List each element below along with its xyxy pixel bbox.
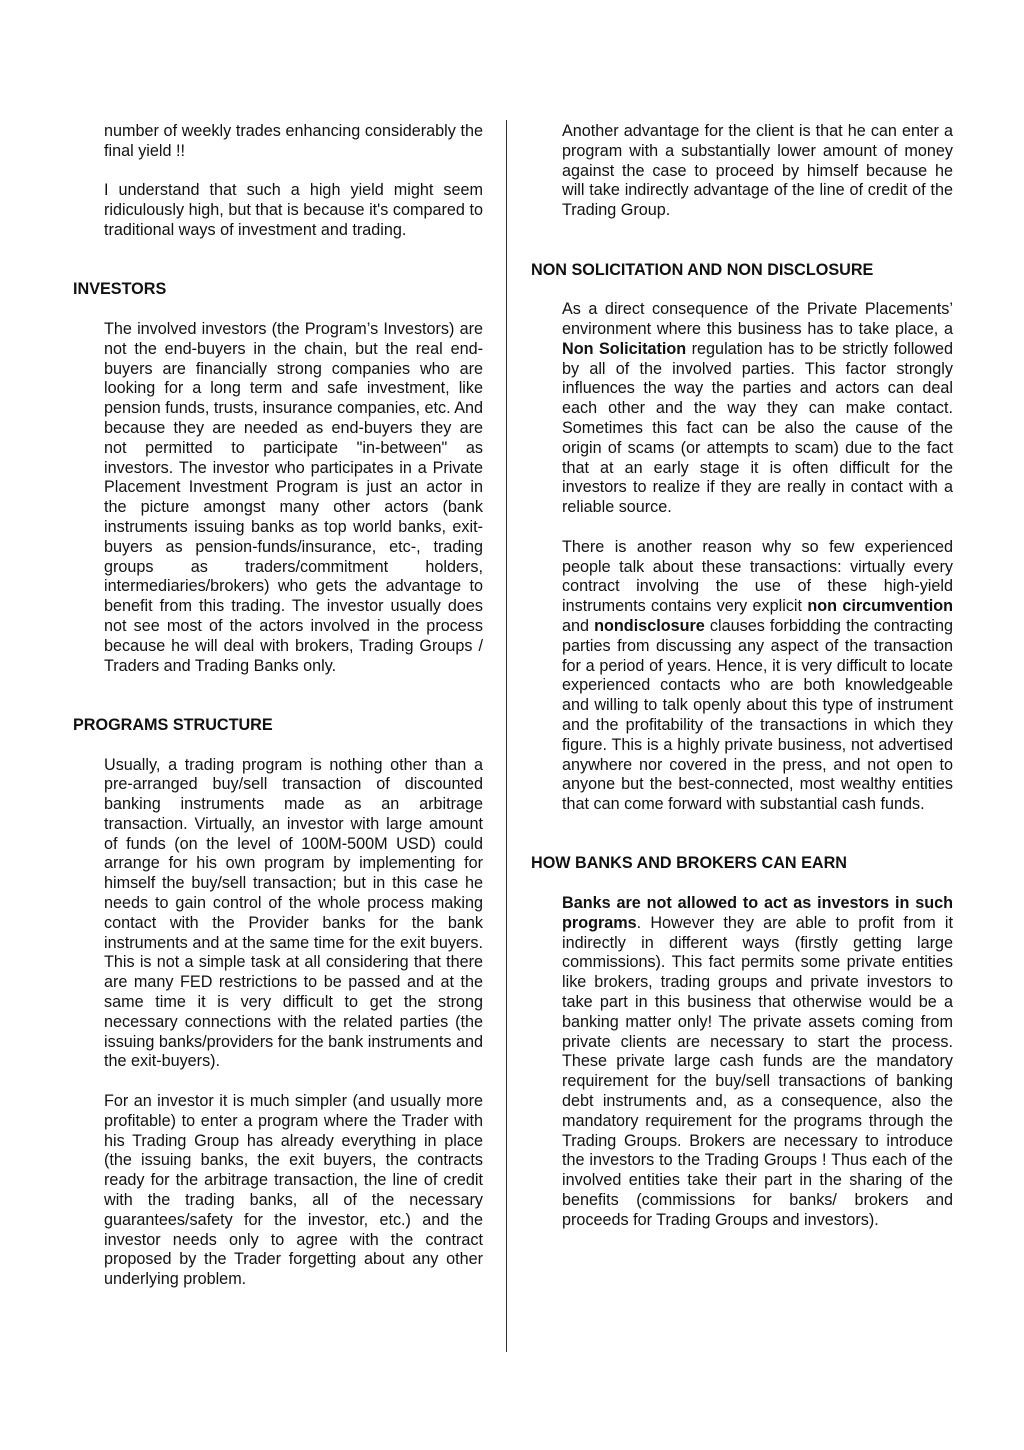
bold-banks-not-allowed: Banks are not allowed to act as investors in such programs: [562, 894, 953, 932]
left-column: [73, 122, 483, 1290]
paragraph-non-solicitation: [531, 300, 953, 518]
heading-banks-brokers: HOW BANKS AND BROKERS CAN EARN: [531, 854, 847, 873]
heading-programs-structure: PROGRAMS STRUCTURE: [73, 715, 273, 734]
column-divider: [506, 120, 507, 1352]
heading-non-solicitation: NON SOLICITATION AND NON DISCLOSURE: [531, 260, 874, 279]
bold-nondisclosure: nondisclosure: [594, 616, 705, 635]
paragraph-another-reason: [531, 538, 953, 815]
paragraph-final-yield: number of weekly trades enhancing considerably the final yield !!: [104, 122, 483, 160]
heading-investors: INVESTORS: [73, 280, 167, 299]
text-span: clauses forbidding the contracting parties from discussing any aspect of the transaction for a period of years. Hence, it is very difficult to locate experienced contacts who are both knowledgeable and willing to talk openly about this type of instrument and the profitability of the transactions in which they figure. This is a highly private business, not advertised anywhere nor covered in the press, and not open to anyone but the best-connected, most wealthy entities that can come forward with substantial cash funds.: [562, 616, 953, 814]
paragraph-programs-structure: Usually, a trading program is nothing other than a pre-arranged buy/sell transaction of discounted banking instruments made as an arbitrage transaction. Virtually, an investor with large amount of funds (on the level of 100M-500M USD) could arrange for his own program by implementing for himself the buy/sell transaction; but in this case he needs to gain control of the whole process making contact with the Provider banks for the bank instruments and at the same time for the exit buyers. This is not a simple task at all considering that there are many FED restrictions to be passed and at the same time it is very difficult to get the strong necessary connections with the related parties (the issuing banks/providers for the bank instruments and the exit-buyers).: [104, 755, 483, 1071]
paragraph-investor-simpler: For an investor it is much simpler (and usually more profitable) to enter a program where the Trader with his Trading Group has already everything in place (the issuing banks, the exit buyers, the contracts ready for the arbitrage transaction, the line of credit with the trading banks, all of the necessary guarantees/safety for the investor, etc.) and the investor needs only to agree with the contract proposed by the Trader forgetting about any other underlying problem.: [104, 1092, 483, 1289]
paragraph-investors: The involved investors (the Program’s Investors) are not the end-buyers in the chain, but the real end-buyers are financially strong companies who are looking for a long term and safe investment, like pension funds, trusts, insurance companies, etc. And because they are needed as end-buyers they are not permitted to participate "in-between" as investors. The investor who participates in a Private Placement Investment Program is just an actor in the picture amongst many other actors (bank instruments issuing banks as top world banks, exit-buyers as pension-funds/insurance, etc-, trading groups as traders/commitment holders, intermediaries/brokers) who gets the advantage to benefit from this trading. The investor usually does not see most of the actors involved in the process because he will deal with brokers, Trading Groups / Traders and Trading Banks only.: [104, 319, 483, 675]
paragraph-high-yield: I understand that such a high yield might seem ridiculously high, but that is because it's compared to traditional ways of investment and trading.: [104, 181, 483, 239]
text-span: . However they are able to profit from it indirectly in different ways (firstly getting large commissions). This fact permits some private entities like brokers, trading groups and private investors to take part in this business that otherwise would be a banking matter only! The private assets coming from private clients are necessary to start the process. These private large cash funds are the mandatory requirement for the buy/sell transactions of banking debt instruments and, as a consequence, also the mandatory requirement for the programs through the Trading Groups. Brokers are necessary to introduce the investors to the Trading Groups ! Thus each of the involved entities take their part in the sharing of the benefits (commissions for banks/ brokers and proceeds for Trading Groups and investors).: [562, 913, 953, 1229]
bold-non-circumvention: non circumvention: [807, 597, 953, 616]
text-span: and: [562, 616, 595, 635]
text-span: There is another reason why so few experienced people talk about these transactions: virtually every contract involving the use of these high-yield instruments contains very explicit: [562, 537, 953, 616]
right-column: [531, 122, 953, 1231]
paragraph-banks-brokers: [531, 894, 953, 1231]
text-span: As a direct consequence of the Private Placements’ environment where this business has to take place, a: [562, 300, 953, 338]
bold-non-solicitation: Non Solicitation: [562, 339, 687, 358]
text-span: regulation has to be strictly followed by all of the involved parties. This factor strongly influences the way the parties and actors can deal each other and the way they can make contact. Sometimes this fact can be also the cause of the origin of scams (or attempts to scam) due to the fact that at an early stage it is often difficult for the investors to realize if they are really in contact with a reliable source.: [562, 339, 954, 517]
paragraph-client-advantage: Another advantage for the client is that he can enter a program with a substantially lower amount of money against the case to proceed by himself because he will take indirectly advantage of the line of credit of the Trading Group.: [562, 122, 953, 220]
